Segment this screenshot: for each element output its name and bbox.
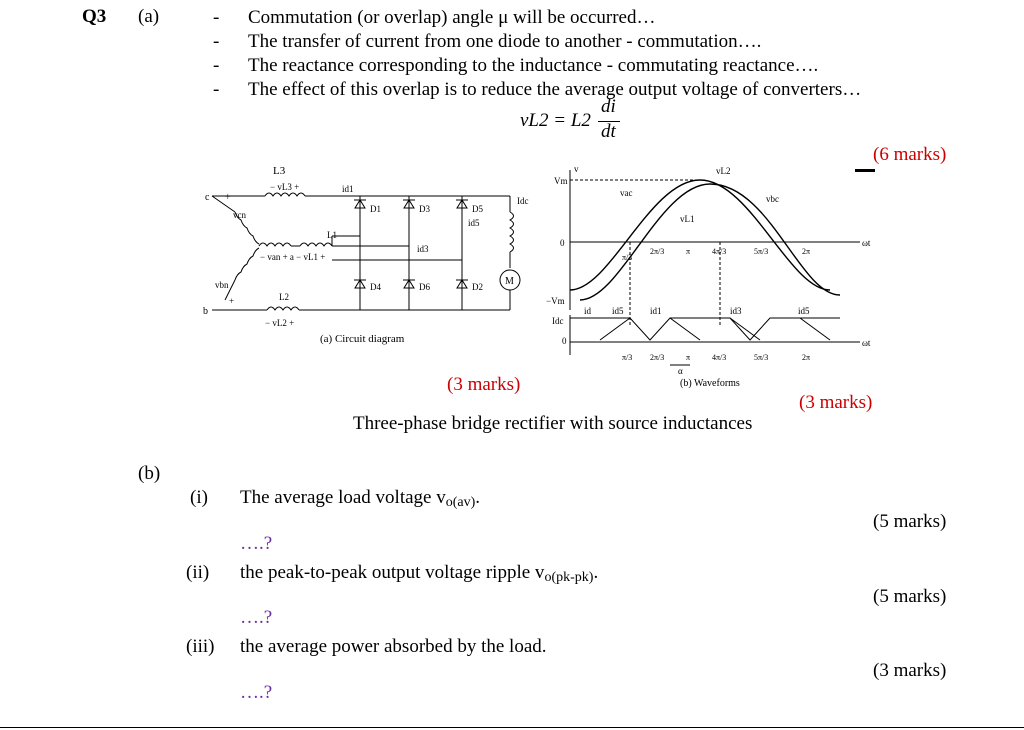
marks-6: (6 marks) [873, 144, 947, 165]
bullet-dash-3: - [213, 55, 220, 76]
tick-5pi3: 5π/3 [754, 247, 769, 256]
equation-denominator: dt [601, 121, 616, 142]
bullet-dash-4: - [213, 79, 220, 100]
tick-4pi3: 4π/3 [712, 247, 727, 256]
tick-2pi: 2π [802, 247, 811, 256]
label-D1: D1 [370, 204, 381, 214]
waveform-caption: (b) Waveforms [680, 378, 740, 389]
label-Idc-wave: Idc [552, 316, 564, 326]
label-id5: id5 [468, 218, 480, 228]
item-iii-marks: (3 marks) [873, 660, 947, 681]
label-D3: D3 [419, 204, 430, 214]
label-id5b: id5 [798, 306, 810, 316]
equation-lhs: vL2 = L2 [520, 110, 591, 131]
label-vac: vac [620, 188, 633, 198]
part-a-label: (a) [138, 6, 160, 27]
label-L2: L2 [279, 292, 289, 302]
label-wt: ωt [862, 238, 871, 248]
label-vL2-wave: vL2 [716, 166, 731, 176]
item-iii-number: (iii) [186, 636, 215, 657]
item-i-marks: (5 marks) [873, 511, 947, 532]
item-i-number: (i) [190, 487, 208, 508]
marks-circuit: (3 marks) [447, 374, 521, 395]
label-vL2: − vL2 + [265, 318, 295, 328]
bullet-3: The reactance corresponding to the inductance - commutating reactance…. [248, 55, 819, 76]
item-ii-answer: ….? [240, 607, 273, 628]
bullet-4: The effect of this overlap is to reduce the average output voltage of converters… [248, 79, 862, 100]
tick2-5pi3: 5π/3 [754, 353, 769, 362]
label-L1: L1 [327, 230, 337, 240]
tick2-pi: π [686, 353, 691, 362]
item-i-text: The average load voltage $v_{o(av)}$. [240, 487, 481, 510]
label-c: c [205, 192, 210, 203]
label-D5: D5 [472, 204, 483, 214]
tick-pi: π [686, 247, 691, 256]
waveform-diagram [540, 160, 880, 390]
label-M: M [505, 276, 514, 287]
page-bottom-rule [0, 727, 1024, 728]
label-alpha: α [678, 366, 683, 376]
label-id5a: id5 [612, 306, 624, 316]
item-i-answer: ….? [240, 533, 273, 554]
bullet-dash-1: - [213, 7, 220, 28]
label-b: b [203, 306, 208, 317]
label-D6: D6 [419, 282, 430, 292]
label-negVm: −Vm [546, 296, 565, 306]
tick2-4pi3: 4π/3 [712, 353, 727, 362]
label-vcn: vcn [233, 210, 246, 220]
circuit-caption: (a) Circuit diagram [320, 333, 405, 345]
label-vL3: − vL3 + [270, 182, 300, 192]
tick2-pi3: π/3 [622, 353, 633, 362]
label-vbc: vbc [766, 194, 779, 204]
label-id1: id1 [342, 184, 354, 194]
marks-waveform: (3 marks) [799, 392, 873, 413]
label-zero: 0 [560, 238, 565, 248]
equation-numerator: di [601, 96, 616, 117]
bullet-1: Commutation (or overlap) angle μ will be occurred… [248, 7, 656, 28]
label-wt2: ωt [862, 338, 871, 348]
label-L3: L3 [273, 165, 286, 177]
item-ii-number: (ii) [186, 562, 210, 583]
label-id1: id1 [650, 306, 662, 316]
label-vbn: vbn [215, 280, 229, 290]
part-b-label: (b) [138, 463, 161, 484]
label-van-row: − van + a − vL1 + [260, 252, 326, 262]
label-D2: D2 [472, 282, 483, 292]
bullet-dash-2: - [213, 31, 220, 52]
label-Vm: Vm [554, 176, 568, 186]
label-Idc: Idc [517, 196, 529, 206]
label-plus-b: + [229, 296, 235, 306]
tick2-2pi: 2π [802, 353, 811, 362]
tick-pi3: π/3 [622, 253, 633, 262]
item-ii-marks: (5 marks) [873, 586, 947, 607]
label-id: id [584, 306, 592, 316]
label-D4: D4 [370, 282, 381, 292]
tick2-2pi3: 2π/3 [650, 353, 665, 362]
label-zero2: 0 [562, 336, 567, 346]
label-v: v [574, 164, 579, 174]
tick-2pi3: 2π/3 [650, 247, 665, 256]
item-iii-answer: ….? [240, 682, 273, 703]
label-plus-c: + [225, 192, 231, 203]
item-ii-text: the peak-to-peak output voltage ripple $v_{o(pk-pk)}$. [240, 562, 599, 585]
label-id3: id3 [730, 306, 742, 316]
figure-caption: Three-phase bridge rectifier with source inductances [353, 413, 753, 434]
label-id3: id3 [417, 244, 429, 254]
label-vL1: vL1 [680, 214, 695, 224]
circuit-diagram [195, 160, 540, 350]
item-iii-text: the average power absorbed by the load. [240, 636, 547, 657]
question-number: Q3 [82, 6, 107, 27]
bullet-2: The transfer of current from one diode to another - commutation…. [248, 31, 762, 52]
